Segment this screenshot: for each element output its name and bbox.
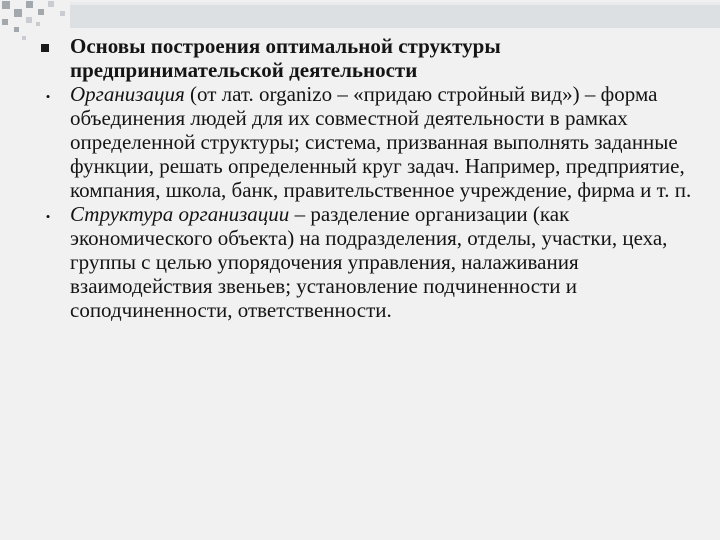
square-bullet-icon [41, 44, 49, 52]
list-item [38, 202, 708, 322]
definition-body: – разделение организации (как экономического объекта) на подразделения, отделы, участки, цеха, группы с целью упорядочения управления, налаживания взаимодействия звеньев; установление подчиненности и соподчиненности, ответственности. [70, 202, 668, 322]
dot-bullet-icon: • [45, 209, 51, 224]
list-item [38, 82, 708, 202]
dot-bullet-icon: • [45, 89, 51, 104]
definition-term: Организация [70, 82, 185, 106]
definition-term: Структура организации [70, 202, 290, 226]
slide-title: Основы построения оптимальной структуры предпринимательской деятельности [70, 34, 501, 82]
definition-text [70, 82, 708, 202]
definition-text [70, 202, 708, 322]
title-list-item [38, 34, 708, 82]
definition-body: (от лат. organizo – «придаю стройный вид») – форма объединения людей для их совместной деятельности в рамках определенной структуры; система, призванная выполнять заданные функции, решать определенный круг задач. Например, предприятие, компания, школа, банк, правительственное учреждение, фирма и т. п. [70, 82, 692, 202]
slide-content [38, 34, 708, 322]
